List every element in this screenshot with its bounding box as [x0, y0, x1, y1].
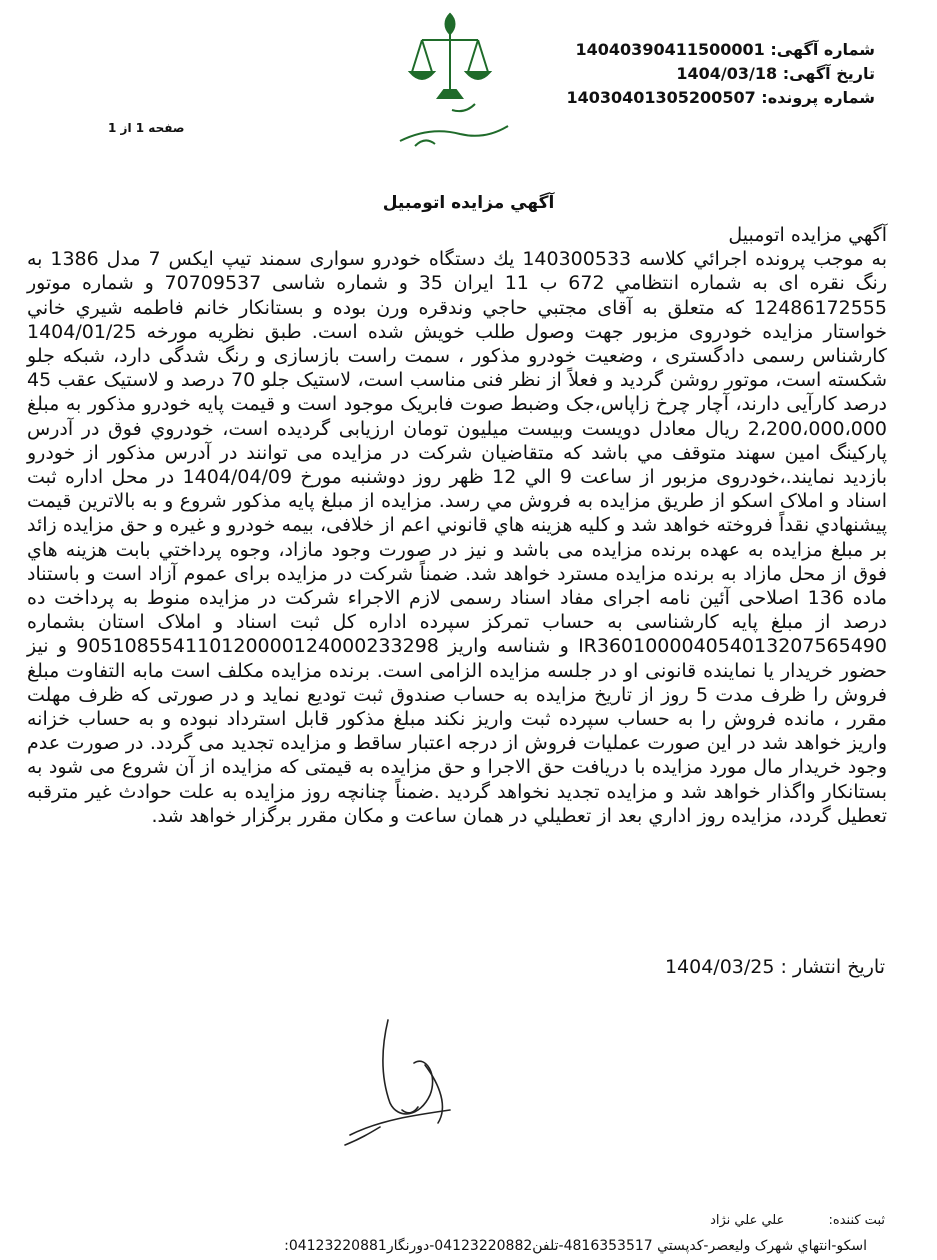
notice-body — [27, 223, 887, 828]
publish-date: 1404/03/25 — [664, 956, 775, 978]
handwritten-signature-icon — [330, 1015, 480, 1155]
notice-number: 14040390411500001 — [575, 40, 765, 59]
file-number-row — [566, 86, 875, 110]
footer-address: اسکو-انتهاي شهرک وليعصر-کدپستي 4816353517-تلفن04123220882-دورنگار04123220881: — [284, 1238, 867, 1254]
publish-date-row — [665, 956, 885, 978]
publish-date-label: تاریخ انتشار : — [780, 956, 885, 978]
justice-scales-emblem-icon — [360, 6, 540, 156]
notice-paragraph: به موجب پرونده اجرائي کلاسه 140300533 يك دستگاه خودرو سواری سمند تیپ ایکس 7 مدل 1386 به رنگ نقره ای به شماره انتظامي 672 ب 11 ایران 35 و شماره شاسی 70709537 و شماره موتور 12486172555 که متعلق به آقای مجتبي حاجي وندقره ورن بوده و بستانکار خانم فاطمه شیري خاني خواستار مزایده خودروی مزبور جهت وصول طلب خویش شده است. طبق نظريه مورخه 1404/01/25 کارشناس رسمی دادگستری ، وضعیت خودرو مذکور ، سمت راست بازسازی و رنگ شدگی دارد، شبکه جلو شکسته است، موتور روشن گردید و فعلاً از نظر فنی مناسب است، لاستیک جلو 70 درصد و لاستیک عقب 45 درصد کارآیی دارند، آچار چرخ زاپاس،جک وضبط صوت فابریک موجود است و قیمت پایه خودرو مذکور به مبلغ 2،200،000،000 ریال معادل دویست وبیست میلیون تومان ارزیابی گردیده است، خودروي فوق در آدرس پارکینگ امین سهند متوقف مي باشد که متقاضیان شرکت در مزایده می توانند در آدرس مذکور از خودرو بازدید نمایند.،خودروی مزبور از ساعت 9 الي 12 ظهر روز دوشنبه مورخ 1404/04/09 در محل اداره ثبت اسناد و املاک اسکو از طريق مزايده به فروش مي رسد. مزايده از مبلغ پايه مذکور شروع و به بالاترين قيمت پيشنهادي نقداً فروخته خواهد شد و کليه هزينه هاي قانوني اعم از خلافی، بیمه خودرو و غیره و حق مزایده زائد بر مبلغ مزایده به عهده برنده مزایده می باشد و نیز در صورت وجود مازاد، وجوه پرداختي بابت هزینه هاي فوق از محل مازاد به برنده مزایده مسترد خواهد شد. ضمناً شرکت در مزایده برای عموم آزاد است و باستناد ماده 136 اصلاحی آئین نامه اجرای مفاد اسناد رسمی لازم الاجراء شرکت در مزایده منوط به پرداخت ده درصد از مبلغ پایه کارشناسی به حساب تمرکز سپرده اداره کل ثبت اسناد و املاک استان بشماره IR360100004054013207565490 و شناسه واریز 905108554110120000124000233298 و نیز حضور خریدار یا نماینده قانونی او در جلسه مزایده الزامی است. برنده مزایده مکلف است مابه التفاوت مبلغ فروش را ظرف مدت 5 روز از تاریخ مزایده به حساب صندوق ثبت تودیع نماید و در صورتی که ظرف مهلت مقرر ، مانده فروش را به حساب سپرده ثبت واریز نکند مبلغ مذکور قابل استرداد نبوده و به حساب خزانه واریز خواهد شد در این صورت عملیات فروش از درجه اعتبار ساقط و مزایده تجدید می گردد. در صورت عدم وجود خریدار مال مورد مزايده با دریافت حق الاجرا و حق مزايده به قیمتی که مزایده از آن شروع می شود به بستانکار واگذار خواهد شد و مزایده تجدید نخواهد گردید .ضمناً چنانچه روز مزایده به علت حوادث غیر مترقبه تعطیل گردد، مزایده روز اداري بعد از تعطیلي در همان ساعت و مکان مقرر برگزار خواهد شد. — [27, 248, 888, 827]
file-number: 14030401305200507 — [566, 88, 756, 107]
notice-date: 1404/03/18 — [676, 64, 778, 83]
notice-meta — [566, 38, 875, 110]
notice-number-label: شماره آگهی: — [770, 40, 875, 59]
registrar-name: علي علي نژاد — [710, 1213, 785, 1228]
notice-subtitle: آگهي مزايده اتومبيل — [728, 224, 887, 246]
registrar-row — [710, 1213, 885, 1228]
notice-date-row — [566, 62, 875, 86]
registrar-label: ثبت كننده: — [828, 1213, 885, 1228]
page-indicator: صفحه 1 از 1 — [108, 121, 185, 135]
file-number-label: شماره پرونده: — [761, 88, 875, 107]
notice-number-row — [566, 38, 875, 62]
document-title: آگهي مزايده اتومبيل — [382, 193, 555, 213]
notice-date-label: تاریخ آگهی: — [782, 64, 875, 83]
